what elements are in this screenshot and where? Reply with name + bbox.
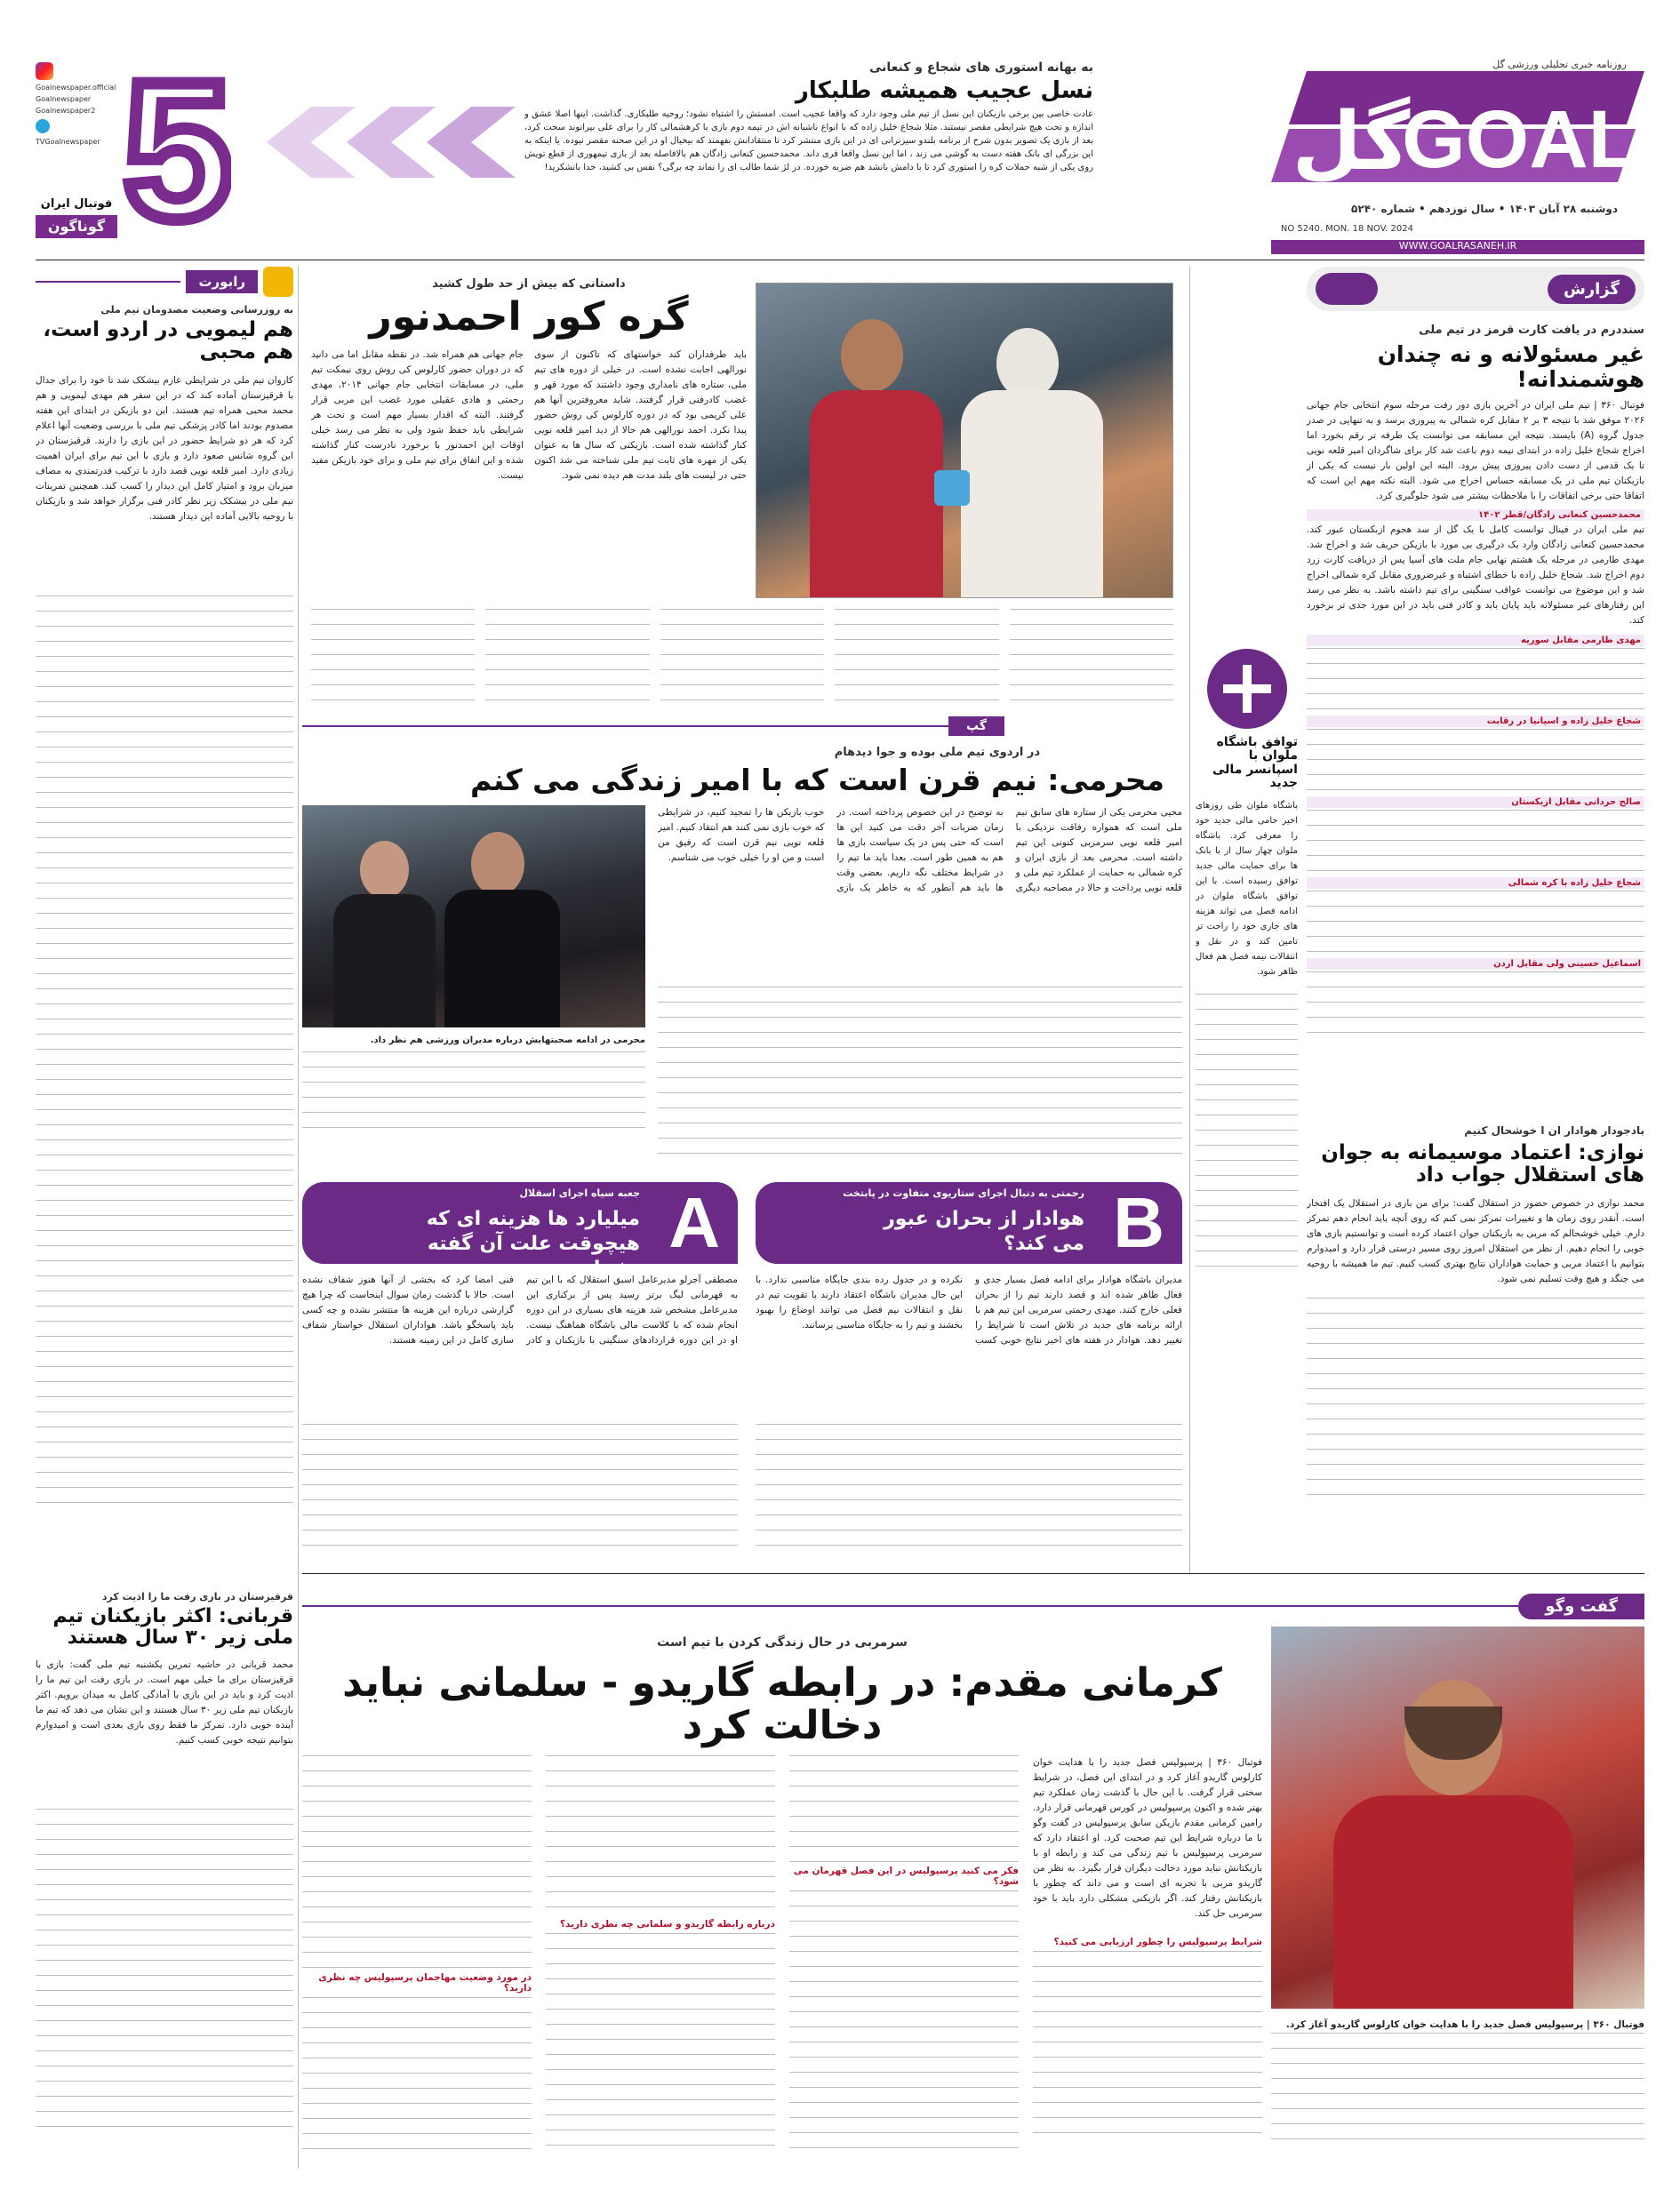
- report-tag-bar: [1307, 267, 1644, 311]
- interview-col: [1033, 1755, 1262, 2164]
- left-report-text-block: [36, 595, 293, 1511]
- top-story: [524, 60, 1093, 243]
- nawazi-kicker: بادجودار هوادار ان ا خوشحال کنیم: [1464, 1124, 1644, 1137]
- ahmadnoor-col: [534, 348, 747, 583]
- qorbani-kicker: قرقیزستان در بازی رفت ما را اذیت کرد: [101, 1591, 293, 1603]
- report-body: فوتبال ۳۶۰ | تیم ملی ایران در آخرین بازی دور رفت مرحله سوم انتخابی جام جهانی ۲۰۲۶ موفق شد با نتیجه ۳ بر ۲ مقابل کره شمالی به پیروزی برسد و به تنهایی در صدر جدول گروه (A) بایستد. نتیجه این مسابقه می توانست یک طرفه تر رقم بخورد اما اخراج شجاع خلیل زاده در ابتدای نیمه دوم باعث شد کار برای شاگردان امیر قلعه نویی تا یک قدمی از دست دادن پیروزی پیش برود. البته این اولین بار نیست که یکی از بازیکنان تیم ملی در یک مسابقه حساس اخراج می شود. البته نکته مهم این است که اتفاقا حتی برخی اتفاقات را با ملاحظات بیشتر می شود جلوگیری کرد.: [1307, 400, 1645, 501]
- ahmadnoor-bottom-text: [311, 609, 1173, 711]
- mahram-story: [302, 715, 1182, 1178]
- interview-question: شرایط پرسپولیس را چطور ارزیابی می کنید؟: [1053, 1937, 1262, 1947]
- telegram-icon[interactable]: [36, 119, 50, 133]
- interview-tag-bar: [302, 1591, 1644, 1621]
- ahmadnoor-body: باید طرفداران کند خواستهای که تاکنون از سوی نورالهی اجابت نشده است. در خیلی از دوره های تیم ملی، ستاره های نامداری وجود داشتند که مورد قهر و غضب کادرفنی قرار گرفتند. شاید معروفترین آنها هم علی کریمی بود که در دوره کارلوس کی روش حضور پیدا نکرد. احمد نورالهی هم حالا از دید امیر قلعه نویی کنار گذاشته شده است. بازیکنی که سال ها به عنوان یکی از مهره های ثابت تیم ملی شناخته می شد اکنون حتی در لیست های بلند مدت هم دیده نمی شود.: [534, 349, 747, 482]
- interview-headline[interactable]: کرمانی مقدم: در رابطه گاریدو - سلمانی نباید دخالت کرد: [342, 1660, 1222, 1749]
- text-column: [1010, 609, 1173, 711]
- date-line-en: NO 5240. MON. 18 NOV. 2024: [1280, 224, 1413, 234]
- report-headline[interactable]: غیر مسئولانه و نه چندان هوشمندانه!: [1377, 341, 1644, 392]
- interview-question: در مورد وضعیت مهاجمان پرسپولیس چه نظری دارید؟: [318, 1972, 532, 1994]
- social-handle[interactable]: Goalnewspaper: [36, 95, 92, 103]
- top-story-headline[interactable]: نسل عجیب همیشه طلبکار: [795, 77, 1093, 104]
- page-label-text: گوناگون: [47, 218, 106, 235]
- interview-body-area: [302, 1755, 1262, 2164]
- interview-text-block: [546, 1933, 775, 2146]
- story-b-header: [756, 1182, 1182, 1264]
- story-b-headline[interactable]: هوادار از بحران عبور می کند؟: [884, 1208, 1084, 1255]
- story-a-body: مصطفی آجرلو مدیرعامل اسبق استقلال که با این تیم به قهرمانی لیگ برتر رسید پس از برکناری این مدیرعامل مشخص شد هزینه های بسیاری در این دوره انجام شده که با کلاست مالی باشگاه هماهنگ نیست. او در این دوره قراردادهای سنگینی با بازیکنان و کادر فنی امضا کرد که بخشی از آنها هنوز شفاف نشده است. حالا با گذشت زمان سوال اینجاست که چرا هیچ گزارشی درباره این هزینه ها منتشر نشده و چه کسی باید پاسخگو باشد. هواداران استقلال خواستار شفاف سازی کامل در این زمینه هستند.: [302, 1275, 738, 1346]
- nawazi-text-block: [1307, 1298, 1644, 1502]
- report-tag: گزارش: [1548, 275, 1636, 304]
- goal-logo[interactable]: [1253, 62, 1644, 196]
- report-subhead: محمدحسین کنعانی زادگان/قطر ۱۴۰۲: [1307, 509, 1644, 521]
- report-text-block: [1307, 729, 1644, 791]
- qorbani-text-block: [36, 1809, 293, 2129]
- report-text-block: [1307, 648, 1644, 710]
- social-handle[interactable]: TVGoalnewspaper: [36, 138, 100, 146]
- left-report-headline[interactable]: هم لیمویی در اردو است، هم محبی: [43, 318, 293, 364]
- page-label-sub: فوتبال ایران: [40, 197, 113, 211]
- chevron-decoration-icon: [231, 107, 516, 178]
- report-section: [1307, 267, 1644, 1120]
- story-b-text-block: [756, 1424, 1182, 1548]
- ahmadnoor-kicker: داستانی که بیش از حد طول کشید: [432, 277, 626, 291]
- qorbani-headline[interactable]: قربانی: اکثر بازیکنان تیم ملی زیر ۳۰ سال هستند: [52, 1605, 293, 1650]
- ahmadnoor-photo-image: [756, 284, 1172, 597]
- interview-col: [546, 1755, 775, 2164]
- report-text-block: [1307, 891, 1644, 953]
- top-story-kicker: به بهانه استوری های شجاع و کنعانی: [868, 60, 1093, 75]
- interview-caption: [1271, 2018, 1644, 2160]
- interview-photo-image: [1271, 1627, 1644, 2009]
- report-kicker: سنددرم در یافت کارت قرمز در تیم ملی: [1419, 324, 1644, 337]
- interview-col: [789, 1755, 1019, 2164]
- nawazi-headline[interactable]: نوازی: اعتماد موسیمانه به جوان های استقلال جواب داد: [1321, 1141, 1644, 1187]
- mahram-tag: گپ: [948, 716, 1004, 736]
- mahram-tag-bar: [302, 715, 1182, 737]
- story-b: [756, 1182, 1182, 1555]
- social-handle[interactable]: Goalnewspaper.official: [36, 84, 116, 92]
- chevron-decoration: [231, 107, 516, 178]
- interview-header: [302, 1635, 1262, 1749]
- report-body-2: تیم ملی ایران در فینال توانست کامل با یک گل از سد هجوم ازبکستان عبور کند. محمدحسین کنعانی زادگان وارد یک درگیری بی مورد با بازیکن حریف شد و اخراج شد. مهدی طارمی در مرحله یک هشتم نهایی جام ملت های آسیا پس از دریافت کارت زرد دوم اخراج شد. شجاع خلیل زاده با خطای اشتباه و غیرضروری مقابل کره شمالی اخراج شد و این موضوع می توانست عواقب سنگینی برای تیم داشته باشد. به نظر می رسد این رفتارهای غیر مسئولانه باید پایان یابد و کادر فنی باید در این مورد جدی تر برخورد کند.: [1307, 524, 1644, 626]
- page-label: [36, 215, 117, 238]
- mahram-text-block: [658, 987, 1182, 1155]
- ahmadnoor-text: [311, 277, 747, 606]
- interview-text-block: [546, 1755, 775, 1915]
- interview-text-block: [789, 1890, 1019, 2157]
- report-subhead: مهدی طارمی مقابل سوریه: [1307, 635, 1644, 646]
- goal-logo-icon: [1253, 62, 1644, 196]
- qorbani-story: [36, 1591, 293, 2160]
- text-column: [311, 609, 475, 711]
- story-b-body: مدیران باشگاه هوادار برای ادامه فصل بسیار جدی و فعال ظاهر شده اند و قصد دارند تیم را از بحران فعلی خارج کنند. مهدی رحمتی سرمربی این تیم هم با ارائه برنامه های جدید در تلاش است تا شرایط را تغییر دهد. هوادار در هفته های اخیر نتایج خوبی کسب نکرده و در جدول رده بندی جایگاه مناسبی ندارد. با این حال مدیران باشگاه اعتقاد دارند با تقویت تیم در نقل و انتقالات نیم فصل می توانند اوضاع را بهبود بخشند و تیم را به جایگاه مناسبی برسانند.: [756, 1275, 1182, 1346]
- plus-body: باشگاه ملوان طی روزهای اخیر حامی مالی جدید خود را معرفی کرد. باشگاه ملوان چهار سال از با بانک ها برای حمایت مالی جدید توافق رسیده است. با این توافق باشگاه ملوان در ادامه فصل می تواند هزینه های جاری خود را راحت تر تامین کند و در نقل و انتقالات نیمه فصل هم فعال ظاهر شود.: [1196, 800, 1298, 977]
- report-subhead: اسماعیل حسینی ولی مقابل اردن: [1307, 958, 1644, 970]
- nawazi-story: [1307, 1124, 1644, 1569]
- website-bar: [1271, 240, 1644, 254]
- plus-icon: [1207, 649, 1287, 729]
- interview-tag: گفت وگو: [1518, 1594, 1644, 1619]
- svg-text:گل: گل: [1292, 95, 1411, 188]
- interview-text-block: [302, 1755, 532, 1969]
- nawazi-body: محمد نوازی در خصوص حضور در استقلال گفت: برای من بازی در استقلال یک افتخار است. آنقدر روی زمان ها و تغییرات تمرکز نمی کنم که روی آنچه باید انجام دهم تمرکز دارم. خیلی خوشحالم که مربی به بازیکنان جوان اعتماد کرده است و توانستیم بازی های خوبی را انجام دهیم. از نظر من استقلال امروز روی مسیر درستی قرار دارد و امیدوارم بتوانیم با اعتماد مربی و حمایت هواداران نتایج بهتری کسب کنیم. تیم ما همیشه با روحیه می جنگد و هیچ وقت تسلیم نمی شود.: [1307, 1197, 1644, 1284]
- interview-text-block: [789, 1755, 1019, 1862]
- story-b-letter: B: [1113, 1183, 1164, 1262]
- social-list: [36, 62, 117, 148]
- top-story-body: عادت خاصی بین برخی بازیکنان این نسل از تیم ملی وجود دارد که واقعا عجیب است. امستش را اشتباه نشود؛ روحیه طلبکاری. گذاشت. اینها اصلا عشق و اندازه و تحت هیچ شرایطی مقصر نیستند. مثلا شجاع خلیل زاده که با انواع ناشیانه اش در تیمه دوم بازی با کرهشمالی کار را برای علی بیرانوند سخت کرد، بعد از بازی یک تصویر بدون شرح از برنامه بلندو سیزنرانی ای در این بازی منتشر کرد تا منتقادانش بفهمند که بیخیال او در این صحنه مقصر نبوده. یا اینکه به این بزرگی ای بانک هفته دست به گوشی می زند ، اما این نسل واقعا فری داند. محمدحسین کنعانی زادگان هم بالافاصله بعد از بازی تیمهوری از قطع تویش روی یکی از شبه حملات کره را استوری کرد تا با دامش بانشد هم ضربه خورده. در لژ شما طالب ای را نماند چه برگی؟ نفس بی کشید، خدا بانشکرید!: [524, 108, 1093, 172]
- ahmadnoor-body-2: جام جهانی هم همراه شد. در نقطه مقابل اما می دانید که در دوران حضور کارلوس کی روش روی نیمکت تیم ملی، در مسابقات انتخابی جام جهانی ۲۰۱۴، مهدی رحمتی و هادی عقیلی مورد غضب این مربی قرار گرفتند. البته که اقدار بسیار مهم است و تحت هر شرایطی باید حفظ شود ولی به نظر می رسد خیلی اوقات این احمدنور با برخورد نادرست کنار گذاشته شده و این اتفاق برای تیم ملی و برای خود بازیکن مفید نیست.: [311, 349, 524, 482]
- report-subhead: صالح حردانی مقابل ازبکستان: [1307, 796, 1644, 808]
- date-line: دوشنبه ۲۸ آبان ۱۴۰۳ • سال نوزدهم • شماره ۵۲۴۰: [1351, 203, 1618, 215]
- social-handle[interactable]: Goalnewspaper2: [36, 107, 96, 115]
- pen-icon: [1316, 273, 1378, 305]
- left-report-kicker: به روزرسانی وضعیت مصدومان تیم ملی: [100, 304, 293, 316]
- mahram-photo[interactable]: [302, 805, 645, 1027]
- story-a-headline[interactable]: میلیارد ها هزینه ای که هیچوقت علت آن گفته نشد!: [426, 1208, 640, 1280]
- plus-box: [1196, 649, 1298, 1315]
- ahmadnoor-headline[interactable]: گره کور احمدنور: [369, 294, 689, 340]
- left-report-tag: رابورت: [186, 270, 258, 293]
- text-column: [835, 609, 998, 711]
- column-divider: [1189, 267, 1190, 1573]
- ahmadnoor-photo[interactable]: [756, 283, 1173, 598]
- instagram-icon[interactable]: [36, 62, 53, 80]
- interview-text-block: [302, 1997, 532, 2157]
- interview-kicker: سرمربی در حال زندگی کردن با تیم است: [657, 1635, 908, 1650]
- column-divider: [298, 267, 299, 2169]
- text-column: [485, 609, 649, 711]
- text-column: [660, 609, 824, 711]
- mahram-caption: محرمی در ادامه صحبتهایش درباره مدیران ورزشی هم نظر داد.: [370, 1035, 645, 1046]
- masthead: [0, 0, 1680, 267]
- story-a-header: [302, 1182, 738, 1280]
- report-subhead: شجاع خلیل زاده با کره شمالی: [1307, 877, 1644, 889]
- interview-body: فوتبال ۳۶۰ | پرسپولیس فصل جدید را با هدایت خوان کارلوس گاریدو آغاز کرد و در ابتدای این فصل، در شرایط سختی قرار گرفت. با این حال با گذشت زمان عملکرد تیم بهتر شده و اکنون پرسپولیس در کورس قهرمانی قرار دارد. رامین کرمانی مقدم بازیکن سابق پرسپولیس در گفت وگو با ما درباره شرایط این تیم صحبت کرد. او اعتقاد دارد که سرمربی پرسپولیس با تیم زندگی می کند و رابطه او با بازیکنانش نباید مورد دخالت دیگران قرار بگیرد. به نظر من گاریدو مربی با تجربه ای است و می داند که چطور با بازیکنانش رفتار کند. اگر بازیکنی مشکلی دارد باید با خود سرمربی حل کند.: [1033, 1757, 1262, 1919]
- interview-question: فکر می کنید پرسپولیس در این فصل قهرمان می شود؟: [793, 1866, 1019, 1887]
- mahram-kicker: در اردوی تیم ملی بوده و جوا دیدهام: [834, 746, 1040, 759]
- page-number-block: [36, 62, 231, 249]
- page-number-glyph: 5: [123, 62, 231, 249]
- interview-col: [302, 1755, 532, 2164]
- story-a-kicker: جعبه سیاه اجرای اسقلال: [519, 1187, 640, 1199]
- section-divider: [302, 1573, 1644, 1574]
- interview-text-block: [1033, 1951, 1262, 2146]
- qorbani-body: محمد قربانی در حاشیه تمرین یکشنبه تیم ملی گفت: بازی با قرقیزستان برای ما خیلی مهم است. در بازی رفت این تیم ما را اذیت کرد و باید در این بازی با آمادگی کامل به میدان برویم. اکثر بازیکنان تیم ملی زیر ۳۰ سال هستند و این نشان می دهد که تیم ما آینده خوبی دارد. تمرکز ما فقط روی بازی بعدی است و امیدوارم بتوانیم نتیجه خوبی کسب کنیم.: [36, 1659, 293, 1746]
- mahram-text-block: [302, 1051, 645, 1140]
- plus-text-block: [1196, 994, 1298, 1278]
- tagline: روزنامه خبری تحلیلی ورزشی گل: [1492, 59, 1627, 70]
- story-b-kicker: رحمتی به دنبال اجرای ستاریوی متفاوت در پابتخت: [843, 1187, 1084, 1199]
- left-report-body: کاروان تیم ملی در شرایطی عازم بیشکک شد تا خود را برای جدال با قرقیزستان آماده کند که در این سفر هم مهدی لیمویی و هم محمد محبی همراه تیم هستند. این دو بازیکن در ابتدای این هفته مصدوم بودند اما کادر پزشکی تیم ملی با بررسی وضعیت آنها اعلام کرد که هر دو شرایط حضور در این بازی را دارند. قرقیزستان در این گروه شانس صعود دارد و بازی با این تیم برای ایران اهمیت زیادی دارد. امیر قلعه نویی قصد دارد با ترکیب قدرتمندی به مصاف میزبان برود و امتیاز کامل این دیدار را کسب کند. همچنین تمرینات تیم ملی در بیشکک زیر نظر کادر فنی برگزار خواهد شد و بازیکنان با روحیه بالایی آماده این دیدار هستند.: [36, 374, 293, 522]
- report-text-block: [1307, 971, 1644, 1034]
- website[interactable]: WWW.GOALRASANEH.IR: [1398, 240, 1517, 252]
- interview-caption-text: فوتبال ۳۶۰ | پرسپولیس فصل جدید را با هدایت خوان کارلوس گاریدو آغاز کرد.: [1285, 2019, 1644, 2030]
- story-a-letter: A: [668, 1183, 720, 1262]
- interview-question: درباره رابطه گاریدو و سلمانی چه نظری دارید؟: [559, 1919, 775, 1930]
- ahmadnoor-col: [311, 348, 524, 583]
- mahram-headline[interactable]: محرمی: نیم قرن است که با امیر زندگی می کنم: [469, 763, 1164, 797]
- calendar-icon: [263, 267, 293, 297]
- interview-caption-lines: [1271, 2033, 1644, 2139]
- story-a-text-block: [302, 1424, 738, 1548]
- left-report-tag-bar: [36, 267, 293, 297]
- report-text-block: [1307, 810, 1644, 872]
- story-a: [302, 1182, 738, 1555]
- report-subhead: شجاع خلیل زاده و اسپانیا در رقابت: [1307, 715, 1644, 727]
- left-report: [36, 267, 293, 1547]
- mahram-body: محیی محرمی یکی از ستاره های سابق تیم ملی است که همواره رفاقت نزدیکی با امیر قلعه نویی سرمربی کنونی این تیم داشته است. محرمی بعد از بازی ایران و کره شمالی به حمایت از عملکرد تیم ملی و قلعه نویی پرداخت و حالا در مصاحبه دیگری به توضیح در این خصوص پرداخته است. در زمان ضربات آخر دقت می کنید این ها است که حتی پس در یک سیاست بازی ها هم به همین طور است. بعدا باید ما تیم را در شرایط مختلف نگه داریم. بعضی وقت ها باید هم آنطور که به خاطر یک بازی خوب بازیکن ها را تمجید کنیم، در شرایطی که خوب بازی نمی کنند هم انتقاد کنیم. امیر قلعه نویی نیم قرن است که رفیق من است و من او را خیلی خوب می شناسم.: [658, 807, 1182, 894]
- svg-text:GOAL: GOAL: [1402, 94, 1638, 185]
- plus-headline[interactable]: توافق باشگاه ملوان با اسپانسر مالی جدید: [1212, 735, 1298, 791]
- interview-photo[interactable]: [1271, 1627, 1644, 2009]
